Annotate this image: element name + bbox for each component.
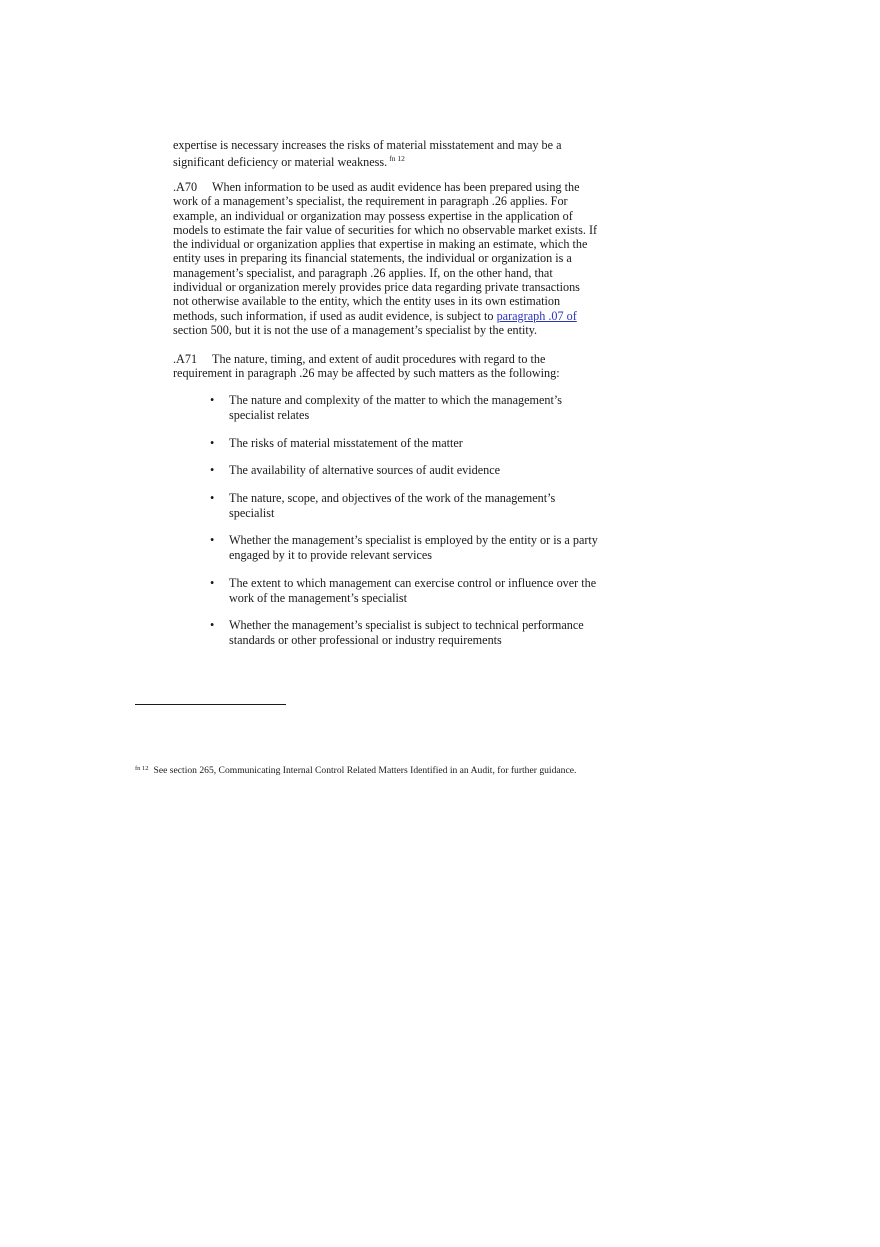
- bullet-icon: •: [210, 576, 215, 590]
- footnote-reference[interactable]: fn 12: [389, 154, 405, 164]
- list-item-line-1: The nature and complexity of the matter to which the management’s: [229, 393, 563, 407]
- a70-line-1: [173, 180, 618, 194]
- footnote: [135, 763, 576, 777]
- footnote-separator: [135, 704, 286, 705]
- intro-line-1: expertise is necessary increases the risks of material misstatement and may be a: [173, 138, 562, 152]
- footnote-text: See section 265, Communicating Internal Control Related Matters Identified in an Audit, for further guidance.: [153, 765, 577, 776]
- intro-line-2-text: significant deficiency or material weakness.: [173, 155, 388, 170]
- a70-line-2: work of a management’s specialist, the requirement in paragraph .26 applies. For: [173, 194, 568, 209]
- bullet-icon: •: [210, 436, 215, 450]
- a70-line-6: entity uses in preparing its financial statements, the individual or organization is a: [173, 251, 572, 266]
- a70-line-5: the individual or organization applies that expertise in making an estimate, which the: [173, 237, 588, 252]
- a70-line-9: not otherwise available to the entity, which the entity uses in its own estimation: [173, 294, 561, 309]
- list-item-line-1: Whether the management’s specialist is employed by the entity or is a party: [229, 533, 598, 547]
- a70-line-8: individual or organization merely provides price data regarding private transactions: [173, 280, 580, 295]
- bullet-icon: •: [210, 618, 215, 632]
- a70-line-11: section 500, but it is not the use of a management’s specialist by the entity.: [173, 322, 538, 337]
- a70-line-1-text: When information to be used as audit evidence has been prepared using the: [212, 180, 580, 194]
- list-item-line-1: The extent to which management can exercise control or influence over the: [229, 576, 597, 590]
- list-item-line-2: work of the management’s specialist: [229, 591, 408, 606]
- intro-line-2: [173, 152, 618, 169]
- paragraph-07-link[interactable]: paragraph .07 of: [496, 308, 577, 323]
- list-item-line-1: Whether the management’s specialist is subject to technical performance: [229, 618, 584, 632]
- list-item-line-1: The risks of material misstatement of the matter: [229, 436, 463, 450]
- a70-line-4: models to estimate the fair value of securities for which no observable market exists. If: [173, 222, 598, 237]
- list-item-line-2: specialist relates: [229, 408, 310, 423]
- bullet-icon: •: [210, 463, 215, 477]
- intro-paragraph: [173, 138, 618, 170]
- list-item-line-1: The nature, scope, and objectives of the work of the management’s: [229, 491, 556, 505]
- bullet-icon: •: [210, 393, 215, 407]
- bullet-icon: •: [210, 491, 215, 505]
- a71-line-1-text: The nature, timing, and extent of audit procedures with regard to the: [212, 352, 546, 366]
- list-item-line-2: specialist: [229, 506, 275, 521]
- a71-line-2: requirement in paragraph .26 may be affected by such matters as the following:: [173, 366, 560, 381]
- footnote-mark: fn 12: [135, 765, 149, 772]
- a71-label: .A71: [173, 352, 198, 366]
- a70-line-10-text: methods, such information, if used as audit evidence, is subject to: [173, 308, 497, 323]
- list-item-line-1: The availability of alternative sources of audit evidence: [229, 463, 501, 477]
- paragraph-a71: [173, 352, 618, 381]
- paragraph-a70: [173, 180, 618, 337]
- a70-line-10: [173, 309, 618, 323]
- a70-line-7: management’s specialist, and paragraph .26 applies. If, on the other hand, that: [173, 265, 553, 280]
- a71-line-1: [173, 352, 618, 366]
- list-item-line-2: engaged by it to provide relevant services: [229, 548, 433, 563]
- bullet-icon: •: [210, 533, 215, 547]
- a70-line-3: example, an individual or organization may possess expertise in the application of: [173, 208, 573, 223]
- list-item-line-2: standards or other professional or industry requirements: [229, 633, 502, 648]
- a70-label: .A70: [173, 180, 198, 194]
